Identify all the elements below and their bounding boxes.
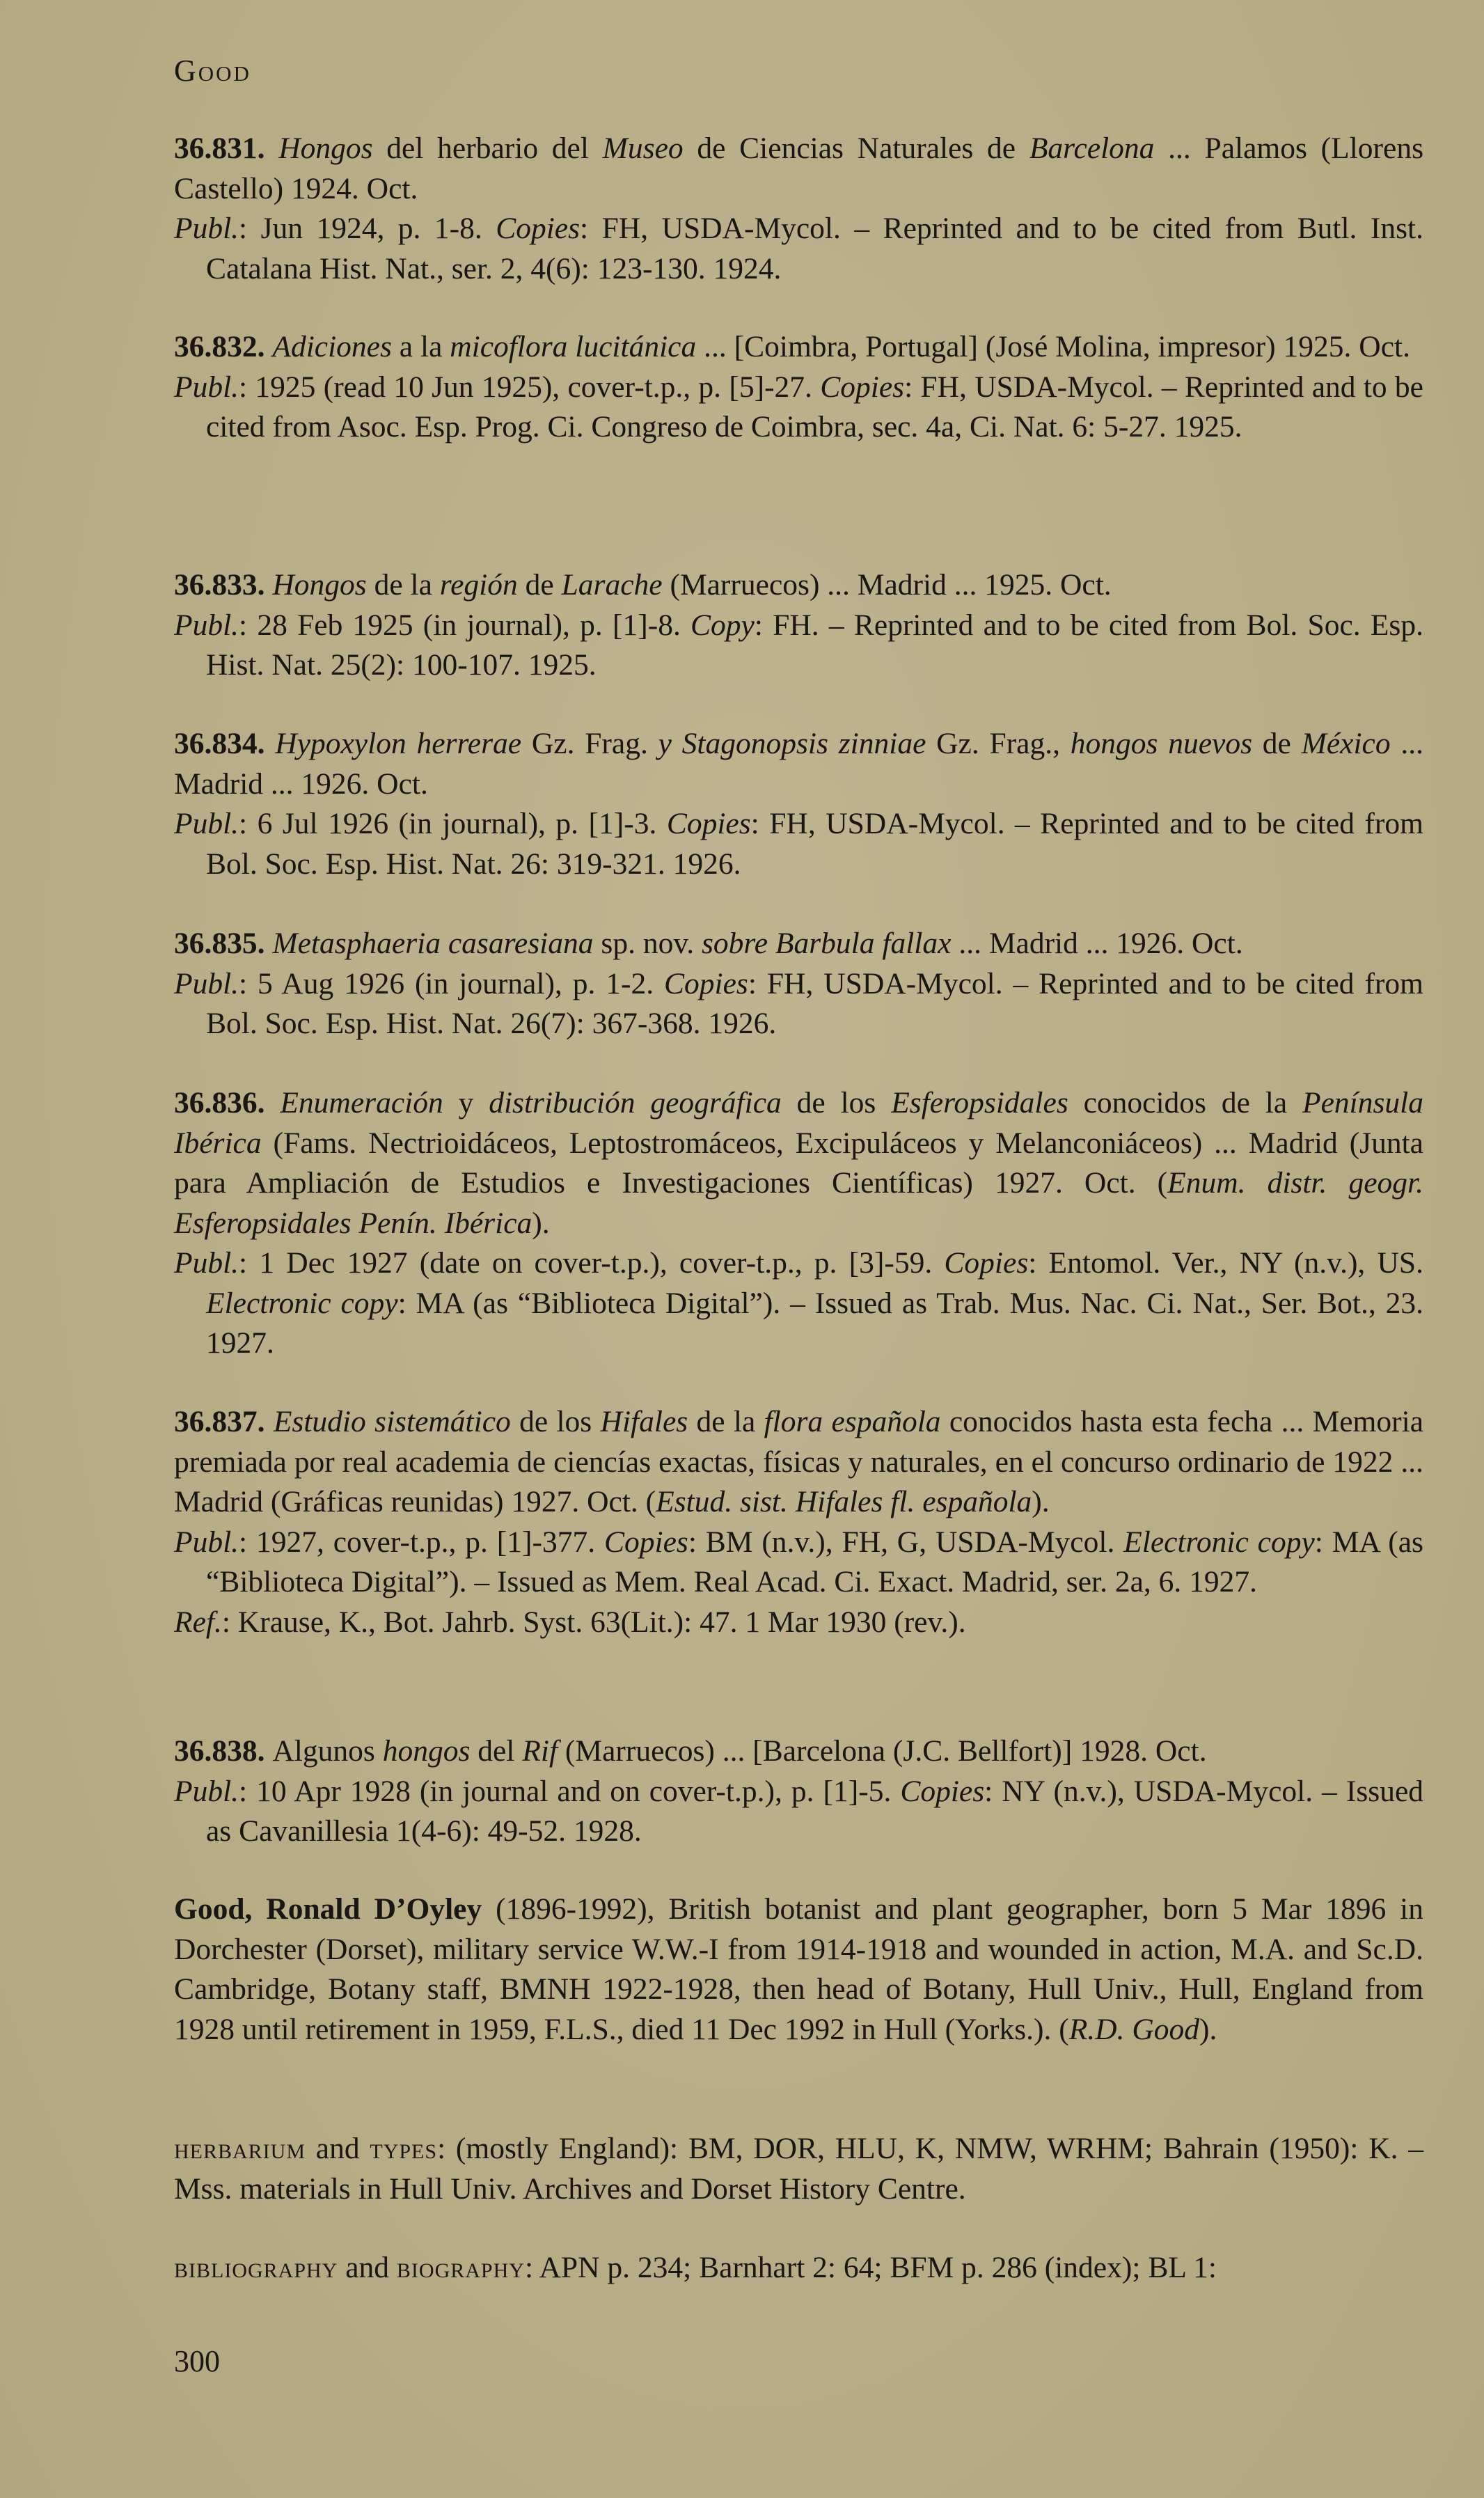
text-run: ... Palamos (Llorens Castello) 1924. Oct. xyxy=(174,132,1423,205)
text-run: : FH, USDA-Mycol. – Reprinted and to be cited from Bol. Soc. Esp. Hist. Nat. 26: 319-321. 1926. xyxy=(206,807,1423,881)
text-run: (Marruecos) ... Madrid ... 1925. Oct. xyxy=(662,568,1112,602)
publication-note xyxy=(174,209,1423,289)
italic-text: Copies xyxy=(944,1246,1029,1280)
entry-title xyxy=(174,1402,1423,1523)
herbarium-label: herbarium xyxy=(174,2132,306,2165)
text-run: : 5 Aug 1926 (in journal), p. 1-2. xyxy=(239,966,665,1000)
text-run: ... Madrid ... 1926. Oct. xyxy=(174,727,1424,801)
italic-text: Publ. xyxy=(174,1774,239,1808)
italic-text: México xyxy=(1301,727,1391,760)
herbarium-text: : (mostly England): BM, DOR, HLU, K, NMW, WRHM; Bahrain (1950): K. – Mss. materials in Hull Univ. Archives and Dorset History Centre. xyxy=(174,2132,1424,2206)
publication-note xyxy=(174,964,1423,1044)
entry-number: 36.834. xyxy=(174,727,276,760)
italic-text: Copies xyxy=(666,807,751,840)
italic-text: Hongos xyxy=(272,568,367,602)
italic-text: Museo xyxy=(602,132,684,165)
italic-text: Ref. xyxy=(174,1605,222,1639)
italic-text: Copies xyxy=(664,966,748,1000)
italic-text: Metasphaeria casaresiana xyxy=(272,927,594,960)
entry-title xyxy=(174,1731,1423,1772)
italic-text: Hifales xyxy=(600,1405,688,1438)
italic-text: Copies xyxy=(496,212,581,245)
author-abbreviation: R.D. Good xyxy=(1068,2012,1199,2046)
italic-text: Copies xyxy=(900,1774,985,1808)
entry-36-837 xyxy=(174,1402,1423,1642)
italic-text: Publ. xyxy=(174,1246,239,1280)
italic-text: Barcelona xyxy=(1029,132,1155,165)
italic-text: Publ. xyxy=(174,1525,239,1559)
italic-text: Estudio sistemático xyxy=(273,1405,511,1438)
page-number: 300 xyxy=(174,2344,220,2378)
text-run: conocidos hasta esta fecha ... Memoria premiada por real academia de ciencías exactas, físicas y naturales, en el concurso ordinario de 1922 ... Madrid (Gráficas reunidas) 1927. Oct. ( xyxy=(174,1405,1424,1518)
text-run: : Jun 1924, p. 1-8. xyxy=(239,212,496,245)
text-run: a la xyxy=(391,330,450,363)
publication-note xyxy=(174,1523,1423,1603)
entry-36-836 xyxy=(174,1083,1423,1364)
text-run: Gz. Frag., xyxy=(926,727,1071,760)
text-run: Algunos xyxy=(272,1734,383,1768)
text-run: de la xyxy=(688,1405,764,1438)
text-run: : BM (n.v.), FH, G, USDA-Mycol. xyxy=(688,1525,1124,1559)
text-run: : Krause, K., Bot. Jahrb. Syst. 63(Lit.): 47. 1 Mar 1930 (rev.). xyxy=(221,1605,966,1639)
biography-label: biography xyxy=(396,2251,525,2284)
italic-text: Esferopsidales xyxy=(891,1086,1068,1120)
publication-note xyxy=(174,1772,1423,1852)
types-label: types xyxy=(370,2132,438,2165)
text-run: ... [Coimbra, Portugal] (José Molina, impresor) 1925. Oct. xyxy=(696,330,1410,363)
text-run: ). xyxy=(1032,1485,1050,1518)
italic-text: Estud. sist. Hifales fl. española xyxy=(656,1485,1032,1518)
text-run: de los xyxy=(781,1086,892,1120)
biography-paragraph xyxy=(174,1890,1423,2050)
entry-title xyxy=(174,129,1423,209)
text-run: conocidos de la xyxy=(1068,1086,1303,1120)
entry-36-838 xyxy=(174,1731,1423,1852)
text-run: : FH, USDA-Mycol. – Reprinted and to be cited from Asoc. Esp. Prog. Ci. Congreso de Coimbra, sec. 4a, Ci. Nat. 6: 5-27. 1925. xyxy=(206,370,1423,443)
italic-text: Copies xyxy=(820,370,905,404)
text-run: de los xyxy=(510,1405,601,1438)
reference-note xyxy=(174,1603,1423,1643)
italic-text: Rif xyxy=(522,1734,558,1768)
bibliography-label: bibliography xyxy=(174,2251,338,2284)
italic-text: Hongos xyxy=(278,132,373,165)
italic-text: Península Ibérica xyxy=(174,1086,1423,1160)
italic-text: hongos nuevos xyxy=(1070,727,1253,760)
publication-note xyxy=(174,606,1423,686)
italic-text: Publ. xyxy=(174,807,239,840)
text-run: ). xyxy=(532,1206,550,1240)
italic-text: Copies xyxy=(603,1525,688,1559)
italic-text: micoflora lucitánica xyxy=(450,330,697,363)
text-run: de xyxy=(517,568,562,602)
entry-number: 36.833. xyxy=(174,568,273,602)
entry-36-835 xyxy=(174,924,1423,1044)
entry-36-834 xyxy=(174,724,1423,884)
running-head: Good xyxy=(174,54,251,88)
entry-number: 36.832. xyxy=(174,330,273,363)
publication-note xyxy=(174,804,1423,884)
herbarium-paragraph xyxy=(174,2129,1423,2209)
text-run: : FH. – Reprinted and to be cited from Bol. Soc. Esp. Hist. Nat. 25(2): 100-107. 1925. xyxy=(206,608,1423,682)
bibliography-and: and xyxy=(338,2251,397,2284)
text-run: : 28 Feb 1925 (in journal), p. [1]-8. xyxy=(239,608,691,642)
italic-text: Enumeración xyxy=(280,1086,443,1120)
text-run: Gz. Frag. xyxy=(521,727,658,760)
bibliography-paragraph xyxy=(174,2248,1423,2288)
italic-text: distribución geográfica xyxy=(489,1086,782,1120)
entry-36-831 xyxy=(174,129,1423,289)
entry-number: 36.835. xyxy=(174,927,273,960)
biography-text: (1896-1992), British botanist and plant geographer, born 5 Mar 1896 in Dorchester (Dorset), military service W.W.-I from 1914-1918 and wounded in action, M.A. and Sc.D. Cambridge, Botany staff, BMNH 1922-1928, then head of Botany, Hull Univ., Hull, England from 1928 until retirement in 1959, F.L.S., died 11 Dec 1992 in Hull (Yorks.). ( xyxy=(174,1892,1423,2046)
text-run: : 1 Dec 1927 (date on cover-t.p.), cover-t.p., p. [3]-59. xyxy=(239,1246,945,1280)
entry-title xyxy=(174,1083,1423,1243)
text-run: : MA (as “Biblioteca Digital”). – Issued as Trab. Mus. Nac. Ci. Nat., Ser. Bot., 23. 1927. xyxy=(206,1286,1423,1360)
text-run: : FH, USDA-Mycol. – Reprinted and to be cited from Butl. Inst. Catalana Hist. Nat., ser. 2, 4(6): 123-130. 1924. xyxy=(206,212,1424,285)
text-run: : 6 Jul 1926 (in journal), p. [1]-3. xyxy=(239,807,667,840)
entry-number: 36.837. xyxy=(174,1405,274,1438)
italic-text: flora española xyxy=(764,1405,941,1438)
italic-text: Publ. xyxy=(174,608,239,642)
publication-note xyxy=(174,368,1423,448)
italic-text: Hypoxylon herrerae xyxy=(275,727,522,760)
entry-36-833 xyxy=(174,565,1423,686)
entry-36-832 xyxy=(174,327,1423,448)
text-run: (Marruecos) ... [Barcelona (J.C. Bellfort)] 1928. Oct. xyxy=(558,1734,1207,1768)
text-run: de Ciencias Naturales de xyxy=(683,132,1029,165)
biography-close: ). xyxy=(1199,2012,1217,2046)
italic-text: Enum. distr. geogr. Esferopsidales Penín. Ibérica xyxy=(174,1166,1423,1240)
text-run: (Fams. Nectrioidáceos, Leptostromáceos, Excipuláceos y Melanconiáceos) ... Madrid (Junta para Ampliación de Estudios e Investigaciones Científicas) 1927. Oct. ( xyxy=(174,1126,1423,1200)
bibliography-text: : APN p. 234; Barnhart 2: 64; BFM p. 286 (index); BL 1: xyxy=(524,2251,1217,2284)
italic-text: Copy xyxy=(690,608,755,642)
text-run: ... Madrid ... 1926. Oct. xyxy=(951,927,1243,960)
italic-text: hongos xyxy=(382,1734,471,1768)
text-run: : FH, USDA-Mycol. – Reprinted and to be cited from Bol. Soc. Esp. Hist. Nat. 26(7): 367-368. 1926. xyxy=(206,966,1424,1040)
entry-number: 36.838. xyxy=(174,1734,273,1768)
entry-number: 36.831. xyxy=(174,132,279,165)
italic-text: Publ. xyxy=(174,966,239,1000)
italic-text: región xyxy=(439,568,518,602)
text-run: de xyxy=(1252,727,1302,760)
publication-note xyxy=(174,1243,1423,1364)
italic-text: Larache xyxy=(561,568,663,602)
entry-title xyxy=(174,724,1423,804)
italic-text: Electronic copy xyxy=(206,1286,398,1320)
author-name: Good, Ronald D’Oyley xyxy=(174,1892,482,1926)
italic-text: Electronic copy xyxy=(1123,1525,1315,1559)
text-run: sp. nov. xyxy=(593,927,702,960)
italic-text: Publ. xyxy=(174,370,239,404)
text-run: del xyxy=(470,1734,523,1768)
text-run: : NY (n.v.), USDA-Mycol. – Issued as Cavanillesia 1(4-6): 49-52. 1928. xyxy=(206,1774,1423,1848)
text-run: : 1927, cover-t.p., p. [1]-377. xyxy=(239,1525,604,1559)
entry-title xyxy=(174,327,1423,368)
text-run: : Entomol. Ver., NY (n.v.), US. xyxy=(1028,1246,1423,1280)
text-run: : 1925 (read 10 Jun 1925), cover-t.p., p. [5]-27. xyxy=(239,370,821,404)
italic-text: Publ. xyxy=(174,212,239,245)
entry-number: 36.836. xyxy=(174,1086,281,1120)
text-run: de la xyxy=(366,568,440,602)
entry-title xyxy=(174,565,1423,606)
text-run: y xyxy=(443,1086,489,1120)
herbarium-and: and xyxy=(306,2132,370,2165)
italic-text: Adiciones xyxy=(272,330,392,363)
text-run: : 10 Apr 1928 (in journal and on cover-t.p.), p. [1]-5. xyxy=(239,1774,901,1808)
text-run: : MA (as “Biblioteca Digital”). – Issued as Mem. Real Acad. Ci. Exact. Madrid, ser. 2a, 6. 1927. xyxy=(206,1525,1423,1598)
italic-text: y Stagonopsis zinniae xyxy=(658,727,926,760)
text-run: del herbario del xyxy=(372,132,603,165)
italic-text: sobre Barbula fallax xyxy=(702,927,952,960)
entry-title xyxy=(174,924,1423,964)
